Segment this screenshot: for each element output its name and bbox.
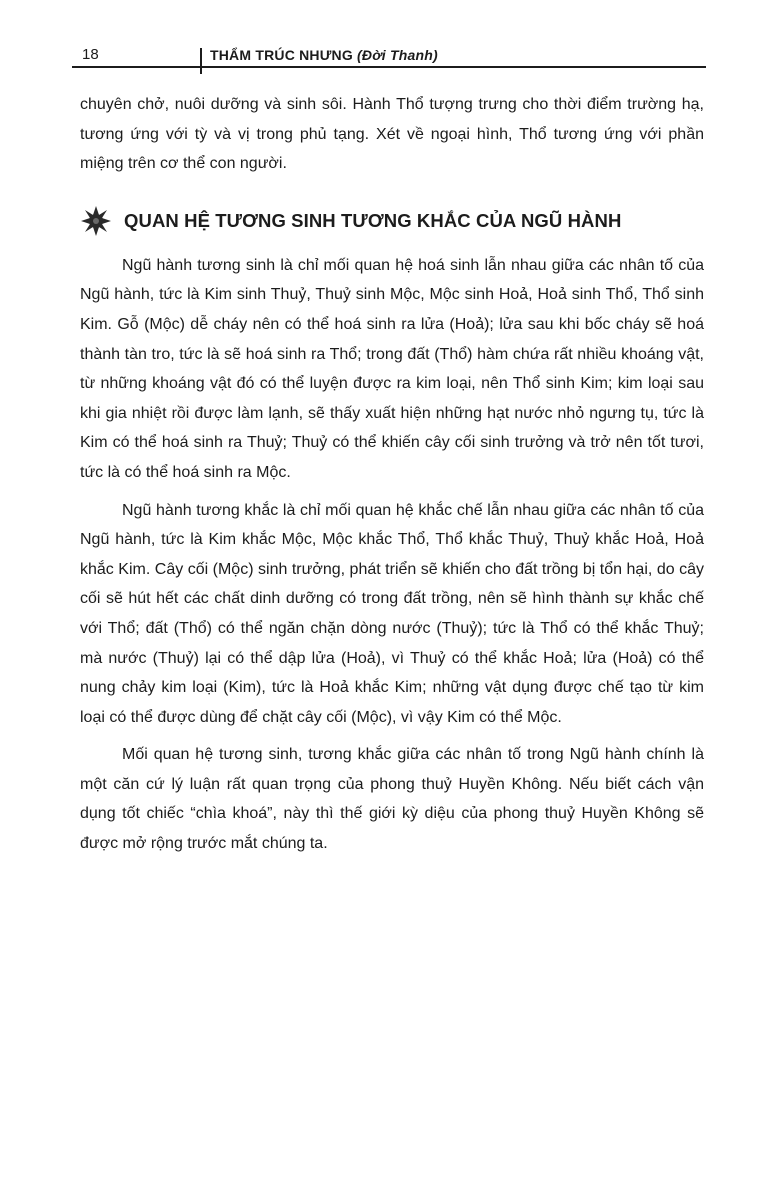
paragraph-tuong-khac: Ngũ hành tương khắc là chỉ mối quan hệ khắc chế lẫn nhau giữa các nhân tố của Ngũ hành, tức là Kim khắc Mộc, Mộc khắc Thổ, Thổ khắc Thuỷ, Thuỷ khắc Hoả, Hoả khắc Kim. Cây cối (Mộc) sinh trưởng, phát triển sẽ khiến cho đất trồng bị tổn hại, do cây cối sẽ hút hết các chất dinh dưỡng có trong đất trồng, nên sẽ hình thành sự khắc chế với Thổ; đất (Thổ) có thể ngăn chặn dòng nước (Thuỷ); tức là Thổ có thể khắc Thuỷ; mà nước (Thuỷ) lại có thể dập lửa (Hoả), vì Thuỷ có thể khắc Hoả; lửa (Hoả) có thể nung chảy kim loại (Kim), tức là Hoả khắc Kim; những vật dụng được chế tạo từ kim loại có thể được dùng để chặt cây cối (Mộc), vì vậy Kim có thể Mộc. — [80, 501, 704, 726]
paragraph-conclusion: Mối quan hệ tương sinh, tương khắc giữa các nhân tố trong Ngũ hành chính là một căn cứ lý luận rất quan trọng của phong thuỷ Huyền Không. Nếu biết cách vận dụng tốt chiếc “chìa khoá”, này thì thế giới kỳ diệu của phong thuỷ Huyền Không sẽ được mở rộng trước mắt chúng ta. — [80, 746, 704, 853]
running-header — [72, 44, 706, 70]
section-heading — [80, 205, 704, 237]
book-title-subtitle: (Đời Thanh) — [357, 47, 438, 63]
book-title-main: THẨM TRÚC NHƯNG — [210, 47, 353, 63]
header-divider — [200, 48, 202, 74]
page-number: 18 — [82, 46, 99, 63]
continuation-paragraph: chuyên chở, nuôi dưỡng và sinh sôi. Hành Thổ tượng trưng cho thời điểm trường hạ, tương ứng với tỳ và vị trong phủ tạng. Xét về ngoại hình, Thổ tương ứng với phần miệng trên cơ thể con người. — [80, 96, 704, 173]
header-rule — [72, 66, 706, 68]
book-title — [210, 47, 438, 63]
paragraph-tuong-sinh: Ngũ hành tương sinh là chỉ mối quan hệ hoá sinh lẫn nhau giữa các nhân tố của Ngũ hành, tức là Kim sinh Thuỷ, Thuỷ sinh Mộc, Mộc sinh Hoả, Hoả sinh Thổ, Thổ sinh Kim. Gỗ (Mộc) dễ cháy nên có thể hoá sinh ra lửa (Hoả); lửa sau khi bốc cháy sẽ hoá thành tàn tro, tức là sẽ hoá sinh ra Thổ; trong đất (Thổ) hàm chứa rất nhiều khoáng vật, từ những khoáng vật đó có thể luyện được ra kim loại, nên Thổ sinh Kim; kim loại sau khi gia nhiệt rồi được làm lạnh, sẽ thấy xuất hiện những hạt nước nhỏ ngưng tụ, tức là Kim có thể hoá sinh ra Thuỷ; Thuỷ có thể khiến cây cối sinh trưởng và trở nên tốt tươi, tức là có thể hoá sinh ra Mộc. — [80, 256, 704, 481]
section-heading-text: QUAN HỆ TƯƠNG SINH TƯƠNG KHẮC CỦA NGŨ HÀNH — [124, 209, 622, 231]
star-burst-icon — [80, 205, 112, 237]
page-body — [80, 90, 704, 867]
